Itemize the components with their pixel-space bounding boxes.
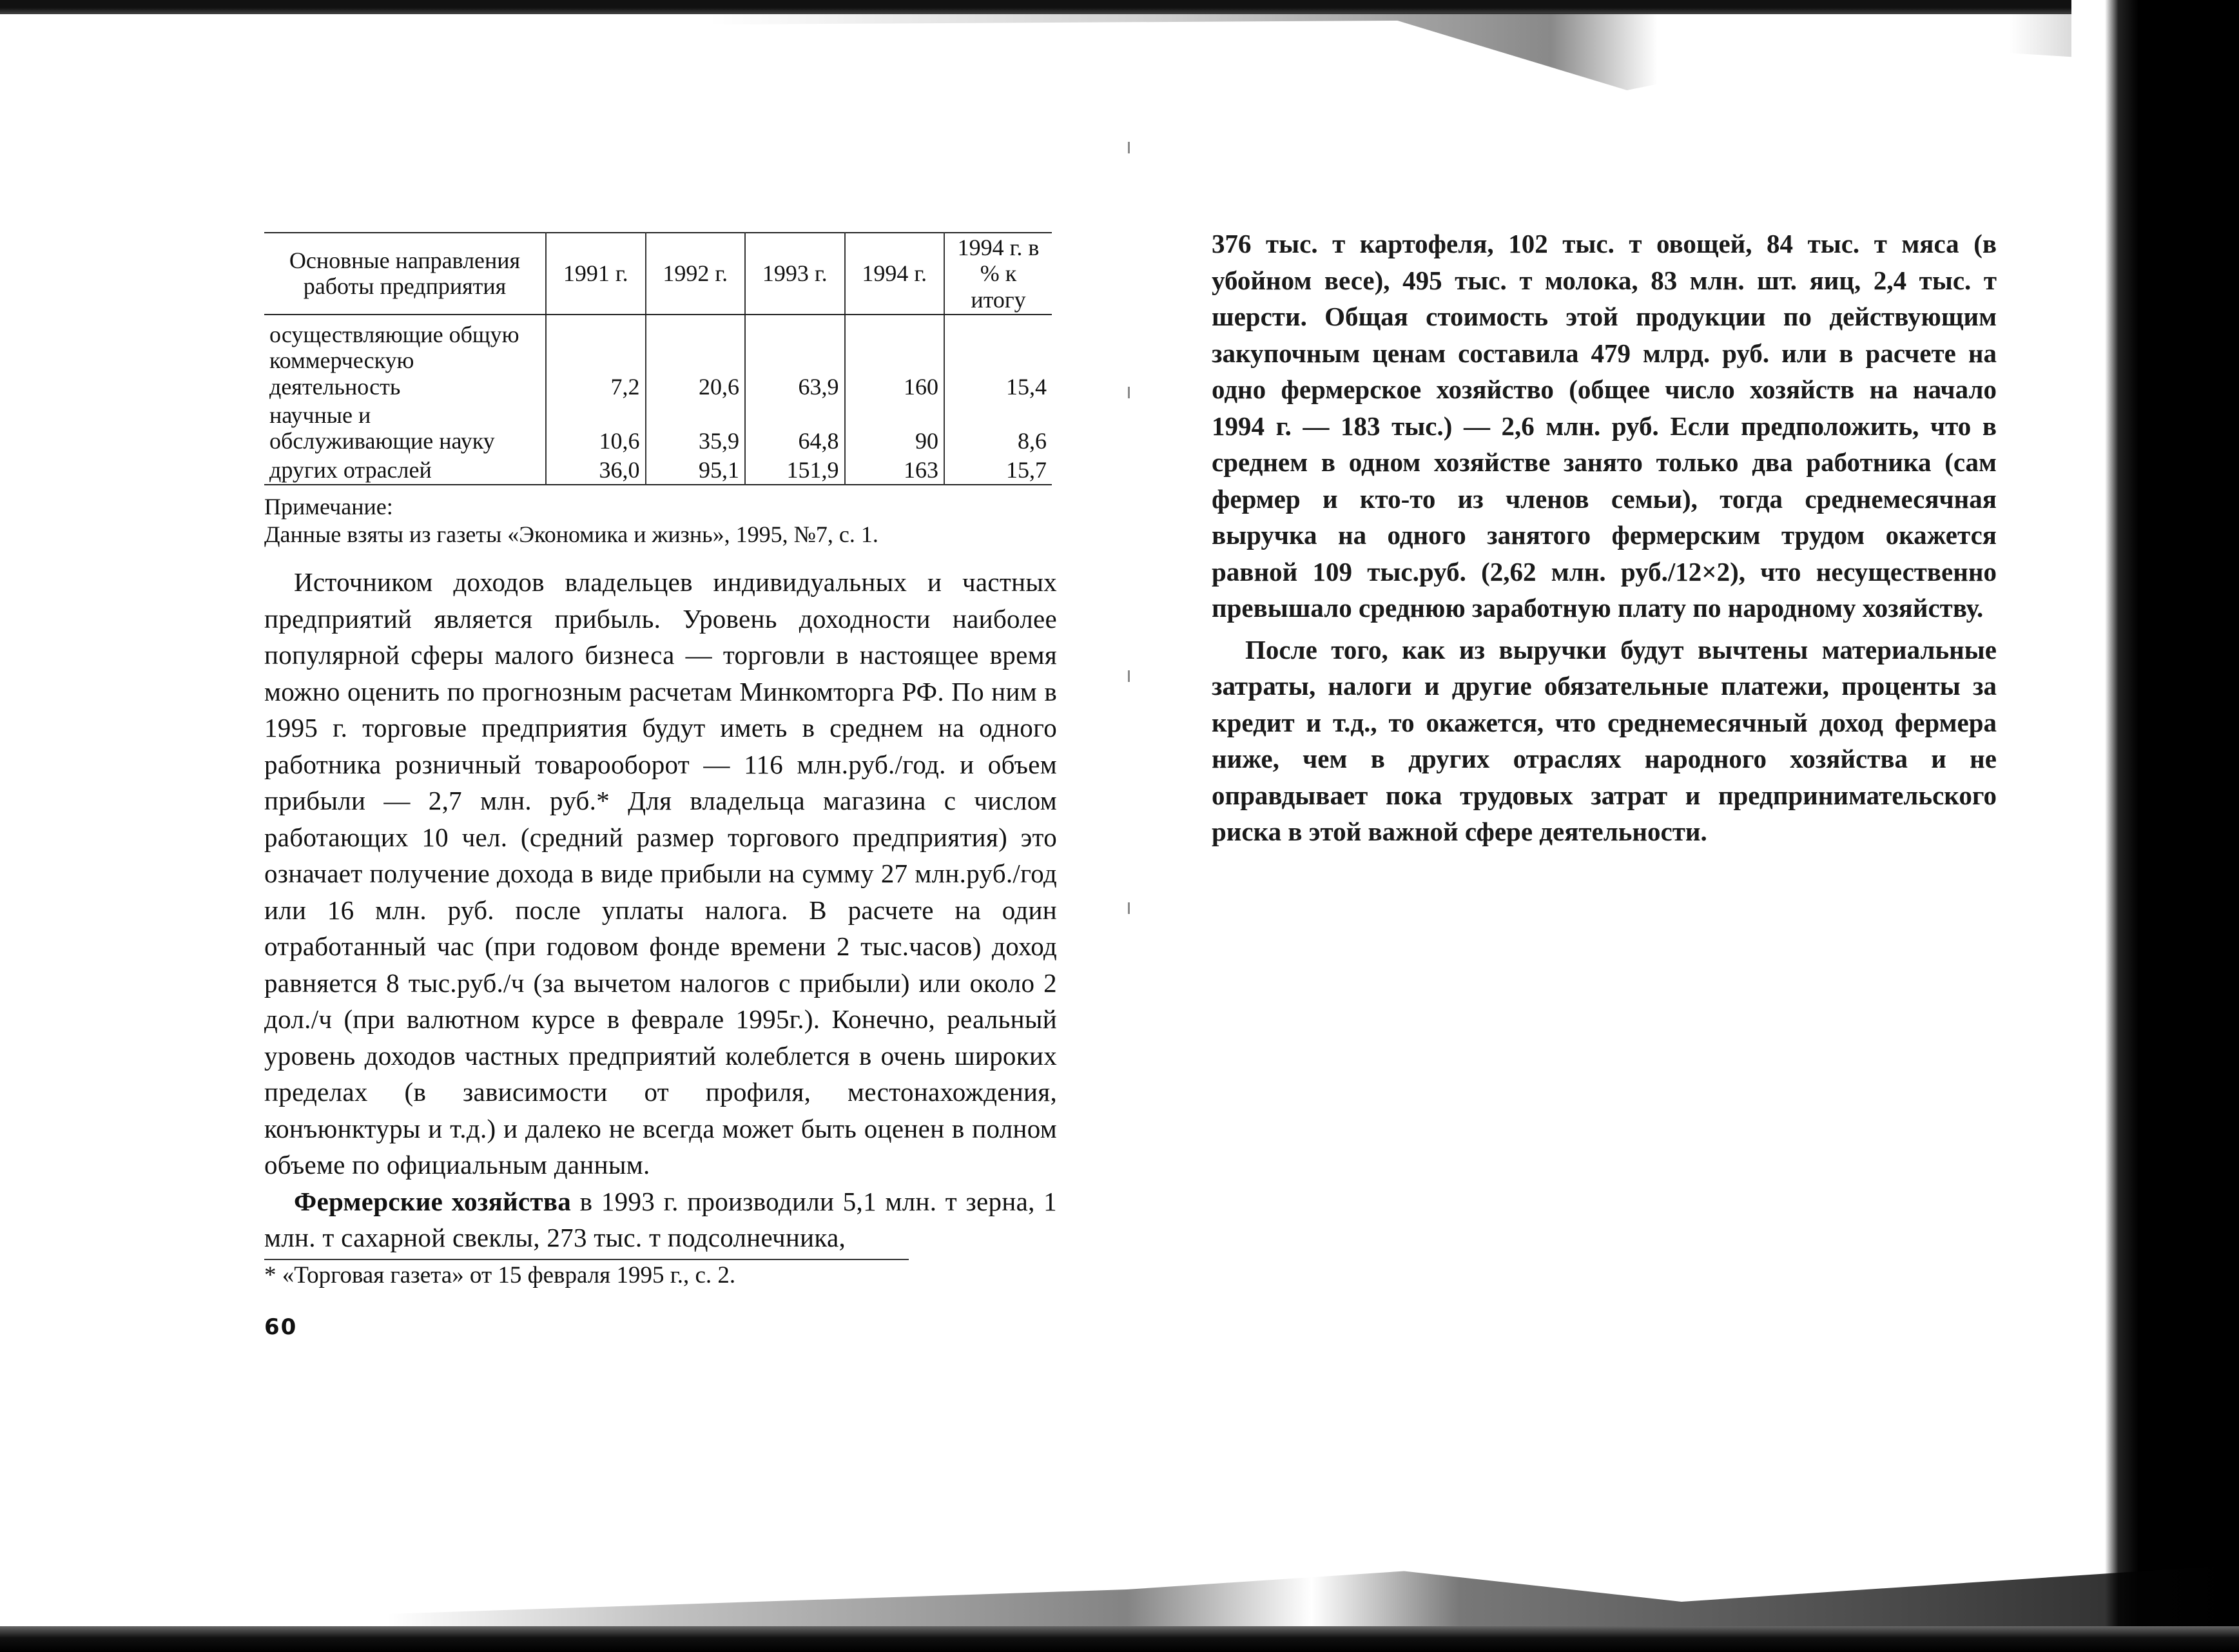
table-header-row bbox=[264, 233, 1052, 315]
paragraph: После того, как из выручки будут вычтены материальные затраты, налоги и другие обязательные платежи, проценты за кредит и т.д., то окажется, что среднемесячный доход фермера ниже, чем в других отраслях народного хозяйства и не оправдывает пока трудовых затрат и предпринимательского риска в этой важной сфере деятельности. bbox=[1212, 634, 1997, 846]
note-label: Примечание: bbox=[264, 493, 393, 520]
gutter-marks bbox=[1128, 142, 1130, 1431]
left-page-body bbox=[264, 564, 1057, 1256]
table-cell: 36,0 bbox=[546, 456, 646, 485]
scan-edge-top bbox=[0, 0, 2239, 14]
table-cell: 7,2 bbox=[546, 315, 646, 401]
table-cell: 10,6 bbox=[546, 401, 646, 456]
table-cell: 15,7 bbox=[944, 456, 1052, 485]
paragraph bbox=[264, 1183, 1057, 1256]
table-row bbox=[264, 456, 1052, 485]
table-header-cell: 1991 г. bbox=[546, 233, 646, 315]
paragraph-text: в 1993 г. производили 5,1 млн. т зерна, 1 млн. т сахарной свеклы, 273 тыс. т подсолнечника, bbox=[264, 1186, 1057, 1253]
footnote: * «Торговая газета» от 15 февраля 1995 г., с. 2. bbox=[264, 1261, 736, 1288]
table-cell: 63,9 bbox=[745, 315, 845, 401]
table-cell-direction: осуществляющие общую коммерческую деятельность bbox=[264, 315, 546, 401]
table-cell: 95,1 bbox=[646, 456, 746, 485]
page-number: 60 bbox=[264, 1314, 298, 1341]
table-header-cell: 1994 г. bbox=[845, 233, 945, 315]
paragraph: 376 тыс. т картофеля, 102 тыс. т овощей, 84 тыс. т мяса (в убойном весе), 495 тыс. т молока, 83 млн. шт. яиц, 2,4 тыс. т шерсти. Общая стоимость этой продукции по действующим закупочным ценам составила 479 млрд. руб. или в расчете на одно фермерское хозяйство (общее число хозяйств на начало 1994 г. — 183 тыс.) — 2,6 млн. руб. Если предположить, что в среднем в одном хозяйстве занято только два работника (сам фермер и кто-то из членов семьи), тогда среднемесячная выручка на одного занятого фермерским трудом окажется равной 109 тыс.руб. (2,62 млн. руб./12×2), что несущественно превышало среднюю заработную плату по народному хозяйству. bbox=[1212, 229, 1997, 623]
table-header-cell: Основные направления работы предприятия bbox=[264, 233, 546, 315]
table-note bbox=[264, 493, 1057, 549]
scan-shadow-bottom bbox=[387, 1565, 2236, 1626]
paragraph-lead-bold: Фермерские хозяйства bbox=[294, 1186, 572, 1216]
scan-edge-right bbox=[2071, 0, 2239, 1652]
table-row bbox=[264, 401, 1052, 456]
table-cell: 8,6 bbox=[944, 401, 1052, 456]
table-header-cell: 1993 г. bbox=[745, 233, 845, 315]
table-cell-direction: научные и обслуживающие науку bbox=[264, 401, 546, 456]
table-header-cell: 1994 г. в % к итогу bbox=[944, 233, 1052, 315]
table-cell: 15,4 bbox=[944, 315, 1052, 401]
paragraph: Источником доходов владельцев индивидуальных и частных предприятий является прибыль. Уровень доходности наиболее популярной сферы малого бизнеса — торговли в настоящее время можно оценить по прогнозным расчетам Минкомторга РФ. По ним в 1995 г. торговые предприятия будут иметь в среднем на одного работника розничный товарооборот — 116 млн.руб./год. и объем прибыли — 2,7 млн. руб.* Для владельца магазина с числом работающих 10 чел. (средний размер торгового предприятия) это означает получение дохода в виде прибыли на сумму 27 млн.руб./год или 16 млн. руб. после уплаты налога. В расчете на один отработанный час (при годовом фонде времени 2 тыс.часов) доход равняется 8 тыс.руб./ч (за вычетом налогов с прибыли) или около 2 дол./ч (при валютном курсе в феврале 1995г.). Конечно, реальный уровень доходов частных предприятий колеблется в очень широких пределах (в зависимости от профиля, местонахождения, конъюнктуры и т.д.) и далеко не всегда может быть оценен в полном объеме по официальным данным. bbox=[264, 567, 1057, 1180]
table-cell: 90 bbox=[845, 401, 945, 456]
note-text: Данные взяты из газеты «Экономика и жизнь», 1995, №7, с. 1. bbox=[264, 521, 878, 547]
table-cell: 163 bbox=[845, 456, 945, 485]
table-header-cell: 1992 г. bbox=[646, 233, 746, 315]
right-page bbox=[1212, 226, 1997, 850]
left-page bbox=[264, 232, 1057, 1340]
table-cell: 35,9 bbox=[646, 401, 746, 456]
table-cell-direction: других отраслей bbox=[264, 456, 546, 485]
table-row bbox=[264, 315, 1052, 401]
footnote-divider bbox=[264, 1259, 909, 1260]
table-cell: 151,9 bbox=[745, 456, 845, 485]
statistics-table bbox=[264, 232, 1052, 485]
scan-edge-bottom bbox=[0, 1626, 2239, 1652]
table-cell: 20,6 bbox=[646, 315, 746, 401]
table-cell: 64,8 bbox=[745, 401, 845, 456]
table-cell: 160 bbox=[845, 315, 945, 401]
scan-shadow-top bbox=[709, 13, 2239, 90]
